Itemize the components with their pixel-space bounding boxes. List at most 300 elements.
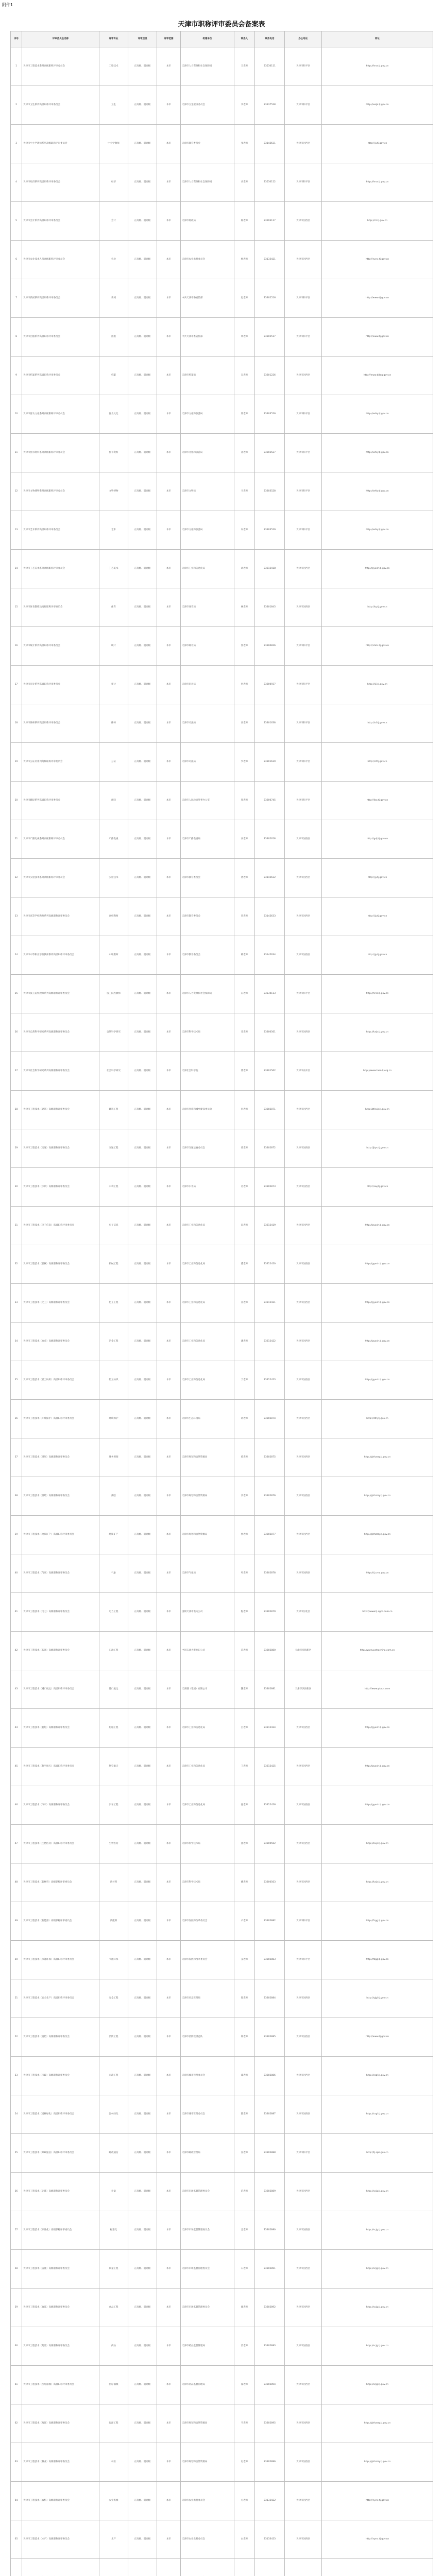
row-index-cell: 4	[11, 163, 22, 202]
scope-cell: 本市	[157, 2443, 181, 2482]
table-row	[11, 2173, 433, 2211]
level-cell: 正高级、副高级	[128, 627, 157, 666]
row-index-cell: 10	[11, 395, 22, 434]
organizer-cell: 天津市司法局	[181, 743, 234, 782]
phone-cell: 23302887	[255, 2095, 285, 2134]
phone-cell: 23312425	[255, 1748, 285, 1786]
phone-cell: 23300562	[255, 1825, 285, 1863]
website-link-cell[interactable]: http://kxjs.tj.gov.cn	[322, 1013, 433, 1052]
phone-cell: 23302874	[255, 1400, 285, 1438]
contact-person-cell: 冯老师	[234, 975, 255, 1013]
website-link-cell[interactable]: http://www.tj.gov.cn	[322, 318, 433, 357]
level-cell: 正高级、副高级	[128, 1400, 157, 1438]
website-link-cell[interactable]: http://sf.tj.gov.cn	[322, 743, 433, 782]
organizer-cell: 天津市科学技术局	[181, 1863, 234, 1902]
attachment-label: 附件1	[2, 3, 13, 7]
level-cell: 正高级、副高级	[128, 2327, 157, 2366]
row-index-cell: 63	[11, 2443, 22, 2482]
website-link-cell[interactable]: http://jy.tj.gov.cn	[322, 859, 433, 897]
phone-cell: 23302892	[255, 2289, 285, 2327]
row-index-cell: 47	[11, 1825, 22, 1863]
address-cell: 天津市和平区	[285, 511, 322, 550]
address-cell: 天津市河西区	[285, 1477, 322, 1516]
level-cell: 正高级、副高级	[128, 125, 157, 163]
organizer-cell: 天津市规划和自然资源局	[181, 1477, 234, 1516]
organizer-cell: 天津社会科学院	[181, 1052, 234, 1091]
scope-cell: 本市	[157, 279, 181, 318]
committee-name-cell: 天津市中小学教师系列高级职称评审委员会	[22, 125, 99, 163]
contact-person-cell: 钟老师	[234, 2018, 255, 2057]
website-link-cell[interactable]: http://hrss.tj.gov.cn	[322, 163, 433, 202]
address-cell: 天津市河西区	[285, 1863, 322, 1902]
phone-cell: 23302516	[255, 279, 285, 318]
website-link-cell[interactable]: http://zfcxjs.tj.gov.cn	[322, 1091, 433, 1129]
website-link-cell[interactable]: http://scjg.tj.gov.cn	[322, 2366, 433, 2404]
address-cell: 天津市和平区	[285, 627, 322, 666]
phone-cell: 23300561	[255, 1013, 285, 1052]
website-link-cell[interactable]: http://scjg.tj.gov.cn	[322, 2289, 433, 2327]
table-row	[11, 434, 433, 472]
discipline-cell: 消防工程	[99, 2018, 128, 2057]
table-row	[11, 2559, 433, 2576]
contact-person-cell: 罗老师	[234, 743, 255, 782]
level-cell: 正高级、副高级	[128, 434, 157, 472]
contact-person-cell: 杜老师	[234, 1516, 255, 1554]
address-cell: 天津市和平区	[285, 782, 322, 820]
organizer-cell: 天津市科学技术局	[181, 1013, 234, 1052]
contact-person-cell: 赵老师	[234, 279, 255, 318]
row-index-cell: 5	[11, 202, 22, 241]
discipline-cell: 轻工纺织	[99, 1361, 128, 1400]
table-row	[11, 1091, 433, 1129]
website-link-cell[interactable]: http://gyxxh.tj.gov.cn	[322, 1786, 433, 1825]
website-link-cell[interactable]: http://jtys.tj.gov.cn	[322, 1129, 433, 1168]
table-row	[11, 241, 433, 279]
website-link-cell[interactable]: http://gyxxh.tj.gov.cn	[322, 1323, 433, 1361]
website-link-cell[interactable]: http://swj.tj.gov.cn	[322, 1168, 433, 1207]
website-link-cell[interactable]: http://jy.tj.gov.cn	[322, 897, 433, 936]
committee-name-cell: 天津市文物博物系列高级职称评审委员会	[22, 472, 99, 511]
contact-person-cell: 彭老师	[234, 1091, 255, 1129]
website-link-cell[interactable]: http://fao.tj.gov.cn	[322, 782, 433, 820]
committee-name-cell: 天津市统计系列高级职称评审委员会	[22, 627, 99, 666]
table-row	[11, 897, 433, 936]
row-index-cell: 11	[11, 434, 22, 472]
contact-person-cell: 余老师	[234, 1477, 255, 1516]
website-link-cell[interactable]: http://scjg.tj.gov.cn	[322, 2211, 433, 2250]
website-link-cell[interactable]: http://www.tjdag.gov.cn	[322, 357, 433, 395]
organizer-cell: 天津市人力资源和社会保障局	[181, 975, 234, 1013]
address-cell: 天津市河西区	[285, 1245, 322, 1284]
committee-name-cell: 天津市工程技术（测绘）高级职称评审委员会	[22, 1477, 99, 1516]
committee-name-cell: 天津市工程技术（海洋）高级职称评审委员会	[22, 2404, 99, 2443]
discipline-cell: 药品	[99, 2327, 128, 2366]
address-cell: 天津市河西区	[285, 357, 322, 395]
phone-cell: 23530113	[255, 975, 285, 1013]
contact-person-cell: 方老师	[234, 2482, 255, 2520]
committee-name-cell: 天津市工艺美术系列高级职称评审委员会	[22, 550, 99, 588]
website-link-cell[interactable]: http://yjgl.tj.gov.cn	[322, 1979, 433, 2018]
contact-person-cell: 陆老师	[234, 2095, 255, 2134]
website-link-cell[interactable]: http://ty.tj.gov.cn	[322, 588, 433, 627]
website-link-cell[interactable]: http://www.ptacn.com	[322, 1670, 433, 1709]
scope-cell: 本市	[157, 357, 181, 395]
organizer-cell: 天津市药品监督管理局	[181, 2327, 234, 2366]
contact-person-cell: 朱老师	[234, 511, 255, 550]
phone-cell: 23301845	[255, 588, 285, 627]
committee-name-cell: 天津市工程技术（建筑）高级职称评审委员会	[22, 1091, 99, 1129]
contact-person-cell: 宋老师	[234, 820, 255, 859]
website-link-cell[interactable]: http://gdj.tj.gov.cn	[322, 820, 433, 859]
level-cell: 正高级、副高级	[128, 2057, 157, 2095]
phone-cell: 23302889	[255, 2173, 285, 2211]
address-cell: 天津市和平区	[285, 434, 322, 472]
scope-cell: 本市	[157, 1400, 181, 1438]
organizer-cell	[181, 2559, 234, 2576]
committee-name-cell: 天津市工程技术（邮政通信）高级职称评审委员会	[22, 2134, 99, 2173]
level-cell: 正高级、副高级	[128, 2404, 157, 2443]
row-index-cell: 25	[11, 975, 22, 1013]
table-row	[11, 2289, 433, 2327]
website-link-cell[interactable]: http://ghhzrzy.tj.gov.cn	[322, 1477, 433, 1516]
contact-person-cell: 吴老师	[234, 357, 255, 395]
website-link-cell[interactable]: http://sjj.tj.gov.cn	[322, 666, 433, 704]
scope-cell: 本市	[157, 2057, 181, 2095]
table-row	[11, 279, 433, 318]
level-cell: 正高级、副高级	[128, 1129, 157, 1168]
contact-person-cell: 梁老师	[234, 782, 255, 820]
scope-cell: 本市	[157, 588, 181, 627]
committee-name-cell: 天津市工程技术（汽车）高级职称评审委员会	[22, 1786, 99, 1825]
discipline-cell: 新能源	[99, 1902, 128, 1941]
website-link-cell[interactable]: http://gyxxh.tj.gov.cn	[322, 1748, 433, 1786]
website-link-cell[interactable]: http://gyxxh.tj.gov.cn	[322, 1207, 433, 1245]
row-index-cell: 20	[11, 782, 22, 820]
row-index-cell: 8	[11, 318, 22, 357]
organizer-cell: 天津市教育委员会	[181, 897, 234, 936]
contact-person-cell: 贾老师	[234, 2327, 255, 2366]
discipline-cell: 统计	[99, 627, 128, 666]
website-link-cell[interactable]: http://fzgg.tj.gov.cn	[322, 1941, 433, 1979]
website-link-cell[interactable]: http://gyxxh.tj.gov.cn	[322, 1361, 433, 1400]
website-link-cell[interactable]: http://kxjs.tj.gov.cn	[322, 1825, 433, 1863]
website-link-cell[interactable]: http://whly.tj.gov.cn	[322, 511, 433, 550]
phone-cell: 23530112	[255, 163, 285, 202]
website-link-cell[interactable]: http://nync.tj.gov.cn	[322, 2520, 433, 2559]
table-row	[11, 1748, 433, 1786]
organizer-cell: 天津市交通运输委员会	[181, 1129, 234, 1168]
website-link-cell[interactable]: http://gyxxh.tj.gov.cn	[322, 1284, 433, 1323]
website-link-cell[interactable]: http://scjg.tj.gov.cn	[322, 2250, 433, 2289]
page-title: 天津市职称评审委员会备案表	[178, 21, 265, 28]
organizer-cell: 天津市统计局	[181, 627, 234, 666]
committee-name-cell: 天津市律师系列高级职称评审委员会	[22, 704, 99, 743]
discipline-cell: 汽车工程	[99, 1786, 128, 1825]
level-cell: 正高级、副高级	[128, 163, 157, 202]
header-col-scope: 评审范围	[157, 31, 181, 47]
contact-person-cell: 韦老师	[234, 2404, 255, 2443]
discipline-cell: 会计	[99, 202, 128, 241]
discipline-cell: 艺术	[99, 511, 128, 550]
phone-cell: 23302878	[255, 1554, 285, 1593]
organizer-cell: 天津市发展和改革委员会	[181, 1941, 234, 1979]
committee-name-cell: 天津市广播电视系列高级职称评审委员会	[22, 820, 99, 859]
level-cell: 正高级、副高级	[128, 395, 157, 434]
address-cell: 天津市河西区	[285, 2250, 322, 2289]
website-link-cell[interactable]: http://gyxxh.tj.gov.cn	[322, 1709, 433, 1748]
address-cell: 天津市和平区	[285, 1941, 322, 1979]
row-index-cell: 38	[11, 1477, 22, 1516]
website-link-cell[interactable]: http://csgl.tj.gov.cn	[322, 2057, 433, 2095]
website-link-cell[interactable]: http://www.tj.gov.cn	[322, 279, 433, 318]
website-link-cell[interactable]: http://sf.tj.gov.cn	[322, 704, 433, 743]
website-link-cell[interactable]: http://tj.cma.gov.cn	[322, 1554, 433, 1593]
scope-cell: 本市	[157, 163, 181, 202]
level-cell: 正高级、副高级	[128, 47, 157, 86]
address-cell: 天津市河西区	[285, 1207, 322, 1245]
phone-cell: 23312418	[255, 550, 285, 588]
discipline-cell: 林业	[99, 2443, 128, 2482]
discipline-cell: 农业	[99, 241, 128, 279]
website-link-cell[interactable]: http://www.tass-tj.org.cn	[322, 1052, 433, 1091]
level-cell: 正高级、副高级	[128, 1477, 157, 1516]
level-cell: 正高级、副高级	[128, 1748, 157, 1786]
scope-cell: 本市	[157, 125, 181, 163]
address-cell: 天津市和平区	[285, 666, 322, 704]
row-index-cell: 3	[11, 125, 22, 163]
row-index-cell: 52	[11, 2018, 22, 2057]
phone-cell: 23302873	[255, 1168, 285, 1207]
address-cell: 天津市和平区	[285, 743, 322, 782]
scope-cell: 本市	[157, 2095, 181, 2134]
level-cell: 正高级、副高级	[128, 2520, 157, 2559]
website-link-cell[interactable]: http://stats.tj.gov.cn	[322, 627, 433, 666]
website-link-cell[interactable]: http://tj.spb.gov.cn	[322, 2134, 433, 2173]
organizer-cell: 天津市应急管理局	[181, 1979, 234, 2018]
organizer-cell: 天津市教育委员会	[181, 859, 234, 897]
committee-name-cell: 天津市工程技术（园林绿化）高级职称评审委员会	[22, 2095, 99, 2134]
phone-cell: 23302895	[255, 2404, 285, 2443]
level-cell: 正高级、副高级	[128, 472, 157, 511]
organizer-cell: 国网天津市电力公司	[181, 1593, 234, 1632]
discipline-cell: 标准化	[99, 2211, 128, 2250]
contact-person-cell: 王老师	[234, 47, 255, 86]
row-index-cell: 18	[11, 704, 22, 743]
phone-cell: 23145633	[255, 897, 285, 936]
website-link-cell[interactable]: http://kxjs.tj.gov.cn	[322, 1863, 433, 1902]
discipline-cell: 自然科学研究	[99, 1013, 128, 1052]
website-link-cell[interactable]: http://whly.tj.gov.cn	[322, 395, 433, 434]
address-cell: 天津市河西区	[285, 2057, 322, 2095]
phone-cell: 23312420	[255, 1245, 285, 1284]
phone-cell: 23302618	[255, 820, 285, 859]
organizer-cell: 天津市教育委员会	[181, 125, 234, 163]
row-index-cell: 7	[11, 279, 22, 318]
table-row	[11, 1129, 433, 1168]
phone-cell: 23133423	[255, 2520, 285, 2559]
discipline-cell: 计量	[99, 2173, 128, 2211]
website-link-cell[interactable]: http://sthj.tj.gov.cn	[322, 1400, 433, 1438]
committee-name-cell: 天津市工程技术（消防）高级职称评审委员会	[22, 2018, 99, 2057]
phone-cell: 23312426	[255, 1786, 285, 1825]
discipline-cell: 中小学教师	[99, 125, 128, 163]
scope-cell: 本市	[157, 550, 181, 588]
website-link-cell[interactable]: http://ghhzrzy.tj.gov.cn	[322, 2404, 433, 2443]
organizer-cell: 天津市邮政管理局	[181, 2134, 234, 2173]
discipline-cell: 档案	[99, 357, 128, 395]
table-row	[11, 472, 433, 511]
contact-person-cell: 蔡老师	[234, 1438, 255, 1477]
contact-person-cell: 陈老师	[234, 202, 255, 241]
website-link-cell[interactable]: http://whly.tj.gov.cn	[322, 472, 433, 511]
website-link-cell[interactable]: http://jy.tj.gov.cn	[322, 125, 433, 163]
committee-name-cell: 天津市工程技术（新能源）高级职称评审委员会	[22, 1902, 99, 1941]
contact-person-cell: 叶老师	[234, 1554, 255, 1593]
address-cell: 天津市河西区	[285, 820, 322, 859]
phone-cell: 23312422	[255, 1323, 285, 1361]
address-cell: 天津市河西区	[285, 2018, 322, 2057]
website-link-cell[interactable]: http://cz.tj.gov.cn	[322, 202, 433, 241]
contact-person-cell: 魏老师	[234, 1670, 255, 1709]
website-link-cell[interactable]: http://wsjk.tj.gov.cn	[322, 86, 433, 125]
website-link-cell[interactable]: http://fzgg.tj.gov.cn	[322, 1902, 433, 1941]
address-cell: 天津市河西区	[285, 125, 322, 163]
phone-cell: 23302517	[255, 318, 285, 357]
contact-person-cell: 许老师	[234, 897, 255, 936]
row-index-cell: 29	[11, 1129, 22, 1168]
scope-cell: 本市	[157, 859, 181, 897]
committee-name-cell: 天津市卫生系列高级职称评审委员会	[22, 86, 99, 125]
row-index-cell: 9	[11, 357, 22, 395]
discipline-cell: 翻译	[99, 782, 128, 820]
scope-cell: 本市	[157, 241, 181, 279]
table-row	[11, 550, 433, 588]
level-cell: 正高级、副高级	[128, 2018, 157, 2057]
website-link-cell[interactable]: http://hrss.tj.gov.cn	[322, 975, 433, 1013]
contact-person-cell: 林老师	[234, 588, 255, 627]
row-index-cell: 24	[11, 936, 22, 975]
website-link-cell[interactable]: http://www.tj.sgcc.com.cn	[322, 1593, 433, 1632]
scope-cell: 本市	[157, 1284, 181, 1323]
scope-cell: 本市	[157, 1554, 181, 1593]
phone-cell: 23203117	[255, 202, 285, 241]
discipline-cell: 实验技术	[99, 859, 128, 897]
organizer-cell: 天津市科学技术局	[181, 1825, 234, 1863]
contact-person-cell: 孙老师	[234, 434, 255, 472]
level-cell: 正高级、副高级	[128, 743, 157, 782]
discipline-cell: 卫生	[99, 86, 128, 125]
website-link-cell[interactable]: http://ghhzrzy.tj.gov.cn	[322, 2443, 433, 2482]
row-index-cell: 60	[11, 2327, 22, 2366]
address-cell: 天津市河西区	[285, 1438, 322, 1477]
website-link-cell[interactable]: http://nync.tj.gov.cn	[322, 2482, 433, 2520]
phone-cell: 23303527	[255, 434, 285, 472]
committee-name-cell: 天津市工程技术（安全生产）高级职称评审委员会	[22, 1979, 99, 2018]
phone-cell: 23301638	[255, 704, 285, 743]
website-link-cell[interactable]: http://ghhzrzy.tj.gov.cn	[322, 1438, 433, 1477]
website-link-cell[interactable]: http://csgl.tj.gov.cn	[322, 2095, 433, 2134]
contact-person-cell: 金老师	[234, 2211, 255, 2250]
row-index-cell: 40	[11, 1554, 22, 1593]
level-cell: 正高级、副高级	[128, 1979, 157, 2018]
website-link-cell[interactable]: http://gyxxh.tj.gov.cn	[322, 550, 433, 588]
website-link-cell[interactable]: http://scjg.tj.gov.cn	[322, 2327, 433, 2366]
address-cell: 天津市河西区	[285, 1323, 322, 1361]
table-row	[11, 1013, 433, 1052]
phone-cell: 23302890	[255, 2211, 285, 2250]
row-index-cell: 61	[11, 2366, 22, 2404]
committee-name-cell: 天津市会计系列高级职称评审委员会	[22, 202, 99, 241]
website-link-cell[interactable]: http://ghhzrzy.tj.gov.cn	[322, 1516, 433, 1554]
organizer-cell: 天津市工业和信息化局	[181, 1786, 234, 1825]
committee-name-cell: 天津市社会科学研究系列高级职称评审委员会	[22, 1052, 99, 1091]
contact-person-cell: 邓老师	[234, 1013, 255, 1052]
scope-cell: 本市	[157, 936, 181, 975]
website-link-cell[interactable]: http://nync.tj.gov.cn	[322, 241, 433, 279]
address-cell: 天津市滨海新区	[285, 1632, 322, 1670]
level-cell: 正高级、副高级	[128, 2443, 157, 2482]
table-row	[11, 1554, 433, 1593]
website-link-cell[interactable]: http://www.petrochina.com.cn	[322, 1632, 433, 1670]
row-index-cell: 59	[11, 2289, 22, 2327]
contact-person-cell: 白老师	[234, 2520, 255, 2559]
phone-cell: 23302886	[255, 2057, 285, 2095]
committee-name-cell: 天津市工程技术（生物医药）高级职称评审委员会	[22, 1825, 99, 1863]
phone-cell: 23301639	[255, 743, 285, 782]
phone-cell: 23302877	[255, 1516, 285, 1554]
scope-cell: 本市	[157, 1863, 181, 1902]
phone-cell: 23312419	[255, 1207, 285, 1245]
discipline-cell: 新闻	[99, 279, 128, 318]
contact-person-cell: 杨老师	[234, 241, 255, 279]
table-row	[11, 1979, 433, 2018]
phone-cell: 23302881	[255, 1670, 285, 1709]
discipline-cell: 广播电视	[99, 820, 128, 859]
level-cell: 正高级、副高级	[128, 1863, 157, 1902]
website-link-cell[interactable]: http://whly.tj.gov.cn	[322, 434, 433, 472]
organizer-cell: 天津市财政局	[181, 202, 234, 241]
committee-name-cell: 天津市工程技术（航空航天）高级职称评审委员会	[22, 1748, 99, 1786]
website-link-cell[interactable]: http://scjg.tj.gov.cn	[322, 2173, 433, 2211]
level-cell: 正高级、副高级	[128, 241, 157, 279]
website-link-cell[interactable]: http://www.tj.gov.cn	[322, 2018, 433, 2057]
committee-name-cell: 天津市工程技术（药品）高级职称评审委员会	[22, 2327, 99, 2366]
website-link-cell[interactable]: http://jy.tj.gov.cn	[322, 936, 433, 975]
website-link-cell[interactable]: http://gyxxh.tj.gov.cn	[322, 1245, 433, 1284]
level-cell: 正高级、副高级	[128, 1554, 157, 1593]
row-index-cell: 50	[11, 1941, 22, 1979]
discipline-cell: 水利工程	[99, 1168, 128, 1207]
address-cell: 天津市河西区	[285, 1516, 322, 1554]
discipline-cell: 公证	[99, 743, 128, 782]
address-cell: 天津市河西区	[285, 2482, 322, 2520]
website-link-cell[interactable]: http://hrss.tj.gov.cn	[322, 47, 433, 86]
scope-cell: 本市	[157, 511, 181, 550]
discipline-cell: 邮政通信	[99, 2134, 128, 2173]
committee-name-cell: 天津市工程技术（环境保护）高级职称评审委员会	[22, 1400, 99, 1438]
scope-cell: 本市	[157, 318, 181, 357]
scope-cell: 本市	[157, 2250, 181, 2289]
phone-cell: 23145634	[255, 936, 285, 975]
row-index-cell: 35	[11, 1361, 22, 1400]
row-index-cell: 65	[11, 2520, 22, 2559]
row-index-cell: 28	[11, 1091, 22, 1129]
website-link-cell[interactable]	[322, 2559, 433, 2576]
organizer-cell: 天津市市场监督管理委员会	[181, 2250, 234, 2289]
address-cell: 天津市河西区	[285, 1168, 322, 1207]
scope-cell: 本市	[157, 782, 181, 820]
row-index-cell: 1	[11, 47, 22, 86]
